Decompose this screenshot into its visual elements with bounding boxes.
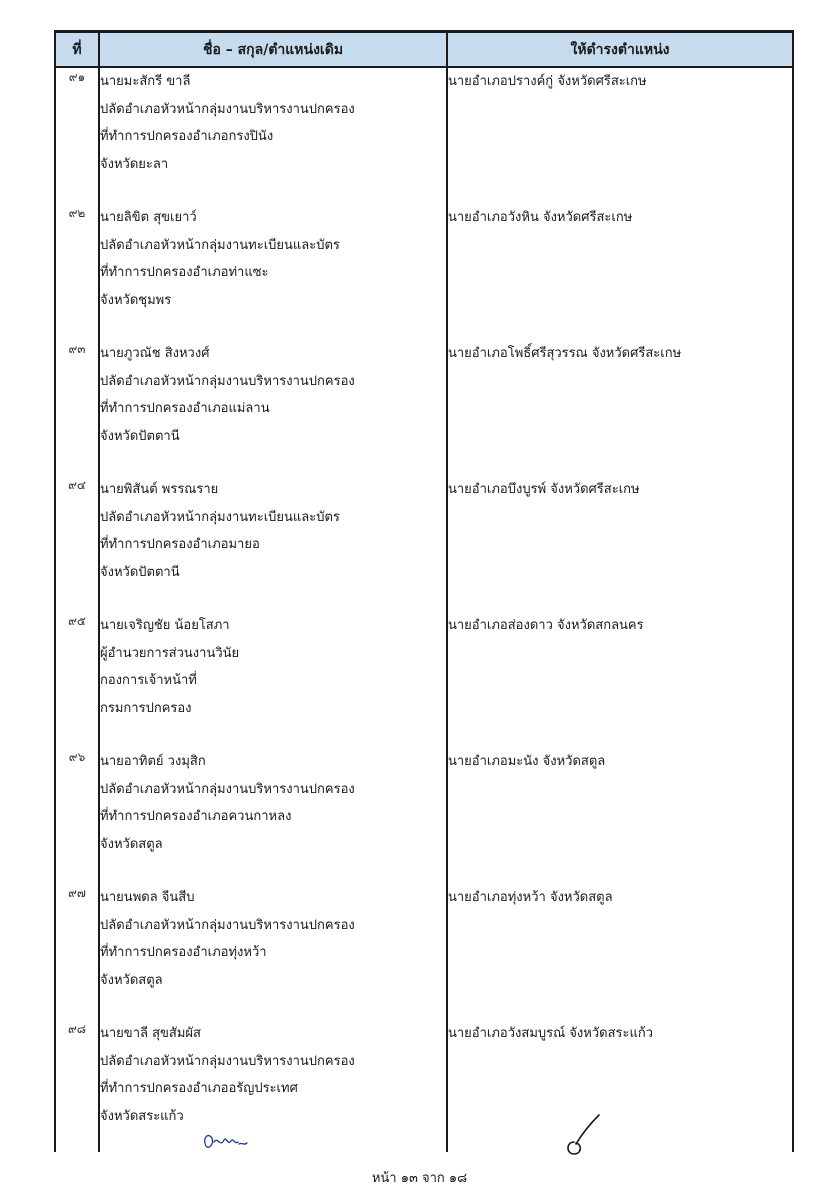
- person-cell: [99, 67, 447, 204]
- row-number: ๙๓: [55, 340, 99, 476]
- office: ที่ทำการปกครองอำเภอกรงปินัง: [100, 129, 274, 144]
- header-post: ให้ดำรงตำแหน่ง: [447, 32, 793, 68]
- province: จังหวัดสตูล: [100, 972, 163, 988]
- office: ที่ทำการปกครองอำเภอท่าแซะ: [100, 265, 269, 280]
- person-name: นายพิสันต์ พรรณราย: [100, 482, 219, 497]
- old-position: ปลัดอำเภอหัวหน้ากลุ่มงานทะเบียนและบัตร: [100, 237, 340, 253]
- new-post: นายอำเภอส่องดาว จังหวัดสกลนคร: [447, 612, 793, 748]
- row-number: ๙๖: [55, 748, 99, 884]
- new-post: นายอำเภอทุ่งหว้า จังหวัดสตูล: [447, 884, 793, 1020]
- row-number: ๙๕: [55, 612, 99, 748]
- table-row: [55, 476, 793, 612]
- office: ที่ทำการปกครองอำเภอควนกาหลง: [100, 809, 292, 824]
- person-name: นายมะสักรี ขาลี: [100, 74, 191, 89]
- handwritten-initials: [200, 1128, 250, 1154]
- table-row: [55, 340, 793, 476]
- table-row: [55, 67, 793, 204]
- person-name: นายภูวณัช สิงหวงศ์: [100, 346, 210, 361]
- table-row: [55, 884, 793, 1020]
- old-position: ปลัดอำเภอหัวหน้ากลุ่มงานบริหารงานปกครอง: [100, 781, 355, 797]
- province: จังหวัดปัตตานี: [100, 428, 180, 444]
- office: ที่ทำการปกครองอำเภอทุ่งหว้า: [100, 945, 267, 960]
- table-row: [55, 1020, 793, 1152]
- old-position: ปลัดอำเภอหัวหน้ากลุ่มงานบริหารงานปกครอง: [100, 917, 355, 933]
- page-number: หน้า ๑๓ จาก ๑๘: [371, 1171, 468, 1186]
- header-no: ที่: [55, 32, 99, 68]
- header-name: ชื่อ – สกุล/ตำแหน่งเดิม: [99, 32, 447, 68]
- row-number: ๙๒: [55, 204, 99, 340]
- province: จังหวัดชุมพร: [100, 292, 172, 308]
- person-name: นายนพดล จีนสีบ: [100, 890, 195, 905]
- new-post: นายอำเภอวังสมบูรณ์ จังหวัดสระแก้ว: [447, 1020, 793, 1152]
- new-post: นายอำเภอวังหิน จังหวัดศรีสะเกษ: [447, 204, 793, 340]
- table-row: [55, 748, 793, 884]
- province: จังหวัดปัตตานี: [100, 564, 180, 580]
- person-name: นายอาทิตย์ วงมุสิก: [100, 754, 206, 769]
- person-cell: [99, 612, 447, 748]
- person-name: นายขาลี สุขสัมผัส: [100, 1026, 201, 1041]
- person-cell: [99, 340, 447, 476]
- person-cell: [99, 884, 447, 1020]
- new-post: นายอำเภอมะนัง จังหวัดสตูล: [447, 748, 793, 884]
- person-cell: [99, 748, 447, 884]
- person-cell: [99, 204, 447, 340]
- province: กรมการปกครอง: [100, 700, 192, 716]
- handwritten-signature: [560, 1112, 604, 1158]
- row-number: ๙๔: [55, 476, 99, 612]
- old-position: ปลัดอำเภอหัวหน้ากลุ่มงานบริหารงานปกครอง: [100, 101, 355, 117]
- person-cell: [99, 1020, 447, 1152]
- office: กองการเจ้าหน้าที่: [100, 673, 197, 688]
- person-name: นายลิขิต สุขเยาว์: [100, 210, 197, 225]
- table-header: [55, 32, 793, 68]
- province: จังหวัดสตูล: [100, 836, 163, 852]
- table-row: [55, 612, 793, 748]
- table-row: [55, 204, 793, 340]
- row-number: ๙๘: [55, 1020, 99, 1152]
- old-position: ปลัดอำเภอหัวหน้ากลุ่มงานบริหารงานปกครอง: [100, 373, 355, 389]
- row-number: ๙๑: [55, 67, 99, 204]
- old-position: ผู้อำนวยการส่วนงานวินัย: [100, 645, 240, 661]
- province: จังหวัดยะลา: [100, 156, 169, 172]
- person-cell: [99, 476, 447, 612]
- person-name: นายเจริญชัย น้อยโสภา: [100, 618, 230, 633]
- old-position: ปลัดอำเภอหัวหน้ากลุ่มงานทะเบียนและบัตร: [100, 509, 340, 525]
- old-position: ปลัดอำเภอหัวหน้ากลุ่มงานบริหารงานปกครอง: [100, 1053, 355, 1069]
- office: ที่ทำการปกครองอำเภออรัญประเทศ: [100, 1081, 298, 1096]
- office: ที่ทำการปกครองอำเภอมายอ: [100, 537, 260, 552]
- new-post: นายอำเภอปรางค์กู่ จังหวัดศรีสะเกษ: [447, 67, 793, 204]
- province: จังหวัดสระแก้ว: [100, 1108, 184, 1124]
- new-post: นายอำเภอโพธิ์ศรีสุวรรณ จังหวัดศรีสะเกษ: [447, 340, 793, 476]
- new-post: นายอำเภอบึงบูรพ์ จังหวัดศรีสะเกษ: [447, 476, 793, 612]
- office: ที่ทำการปกครองอำเภอแม่ลาน: [100, 401, 270, 416]
- appointment-table: [54, 30, 794, 1152]
- row-number: ๙๗: [55, 884, 99, 1020]
